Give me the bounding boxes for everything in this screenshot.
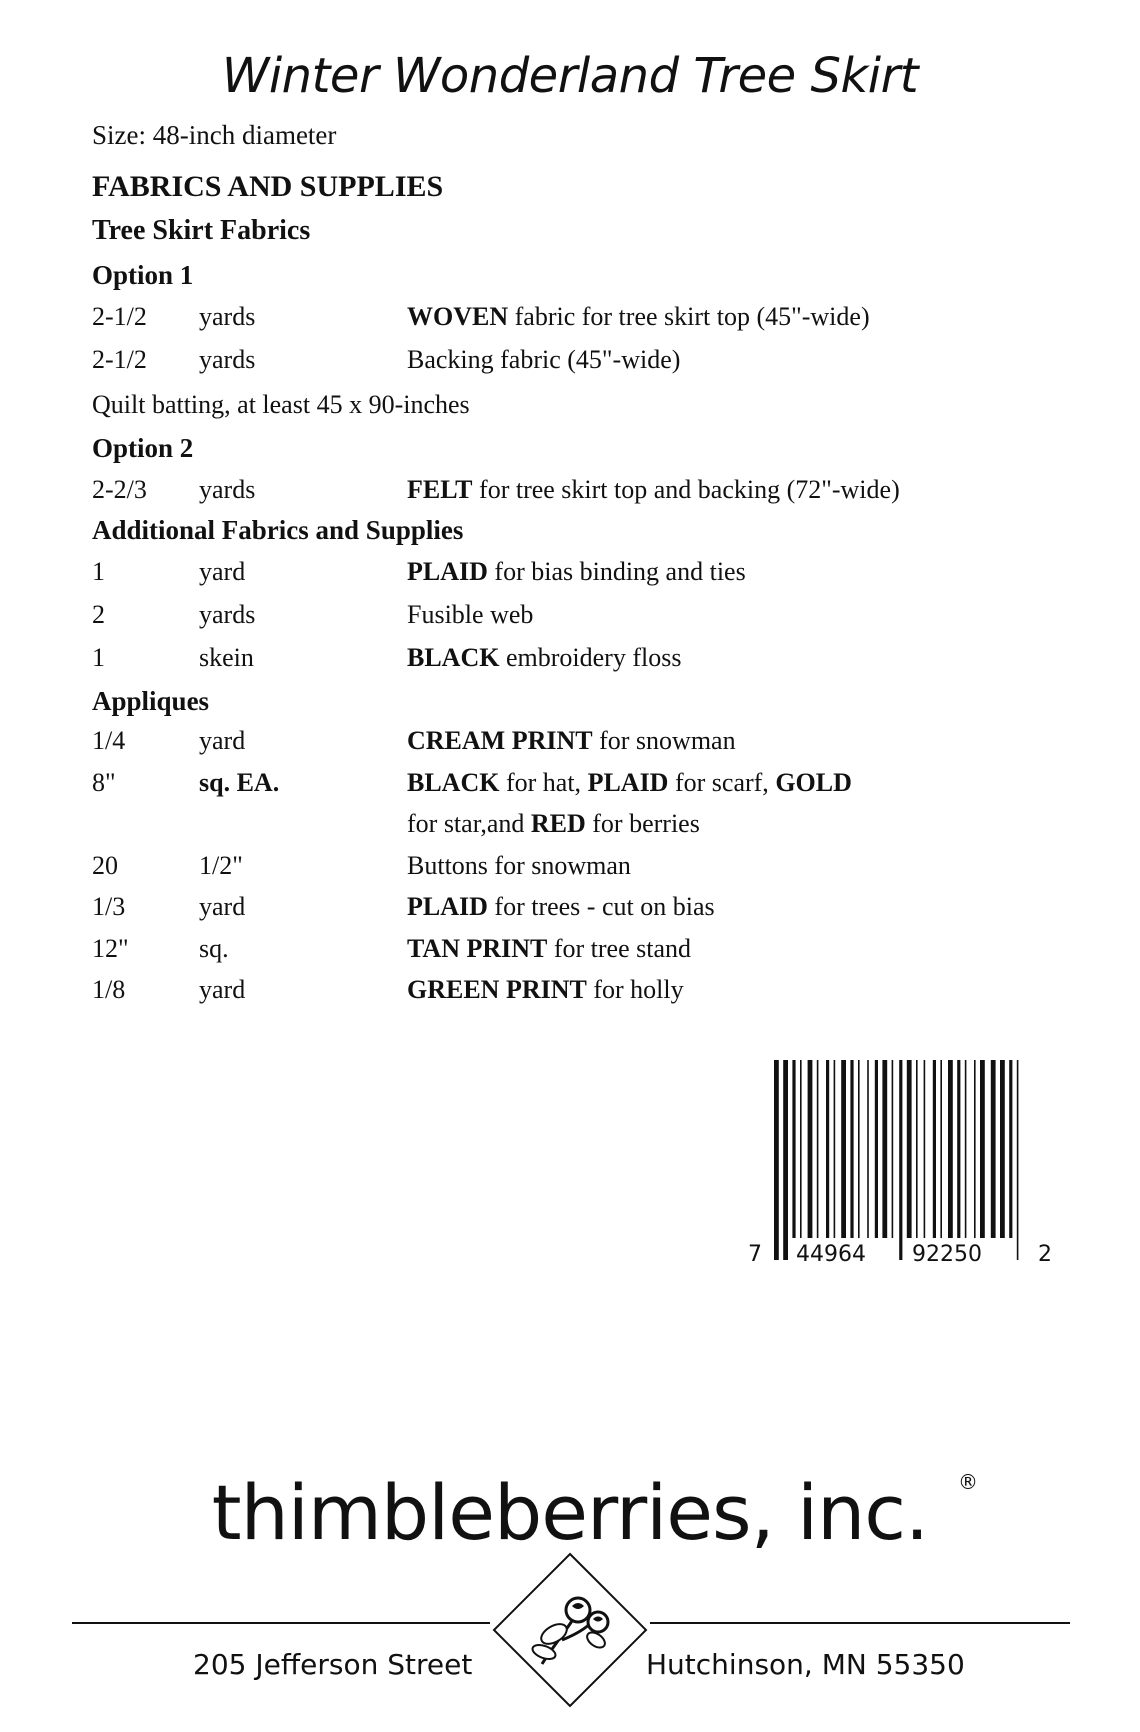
supply-unit: yard: [199, 892, 246, 921]
supply-description: Buttons for snowman: [407, 850, 631, 880]
barcode-bar: [1000, 1060, 1005, 1238]
supply-row: [92, 302, 1042, 338]
supply-row: [92, 345, 1042, 381]
company-logo: thimbleberries, inc.: [211, 1468, 929, 1557]
barcode-bar: [965, 1060, 967, 1238]
supply-quantity: 1/3: [92, 892, 126, 921]
supply-row: [92, 726, 1042, 762]
barcode-bar: [980, 1060, 985, 1238]
option1-heading: Option 1: [92, 260, 194, 290]
supply-unit: yards: [199, 345, 256, 374]
barcode-bar: [800, 1060, 802, 1238]
berry-emblem-icon: [492, 1552, 648, 1708]
supply-row: [92, 975, 1042, 1011]
barcode-bar: [940, 1060, 942, 1238]
barcode-bar: [792, 1060, 795, 1238]
supply-unit: yard: [199, 975, 246, 1004]
barcode-bar: [867, 1060, 869, 1238]
section-heading: FABRICS AND SUPPLIES: [92, 170, 444, 203]
supply-quantity: 2-1/2: [92, 345, 147, 374]
supply-quantity: 1/8: [92, 975, 126, 1004]
barcode-bar: [783, 1060, 788, 1260]
barcode-bar: [957, 1060, 960, 1238]
supply-quantity: 2-1/2: [92, 302, 147, 331]
barcode-bar: [882, 1060, 887, 1238]
supply-quantity: 8": [92, 767, 116, 797]
address-street: 205 Jefferson Street: [193, 1648, 473, 1681]
barcode-bar: [933, 1060, 936, 1238]
supply-description: WOVEN fabric for tree skirt top (45"-wide): [407, 302, 870, 331]
supply-description: FELT for tree skirt top and backing (72"-wide): [407, 475, 900, 504]
supply-unit: 1/2": [199, 850, 243, 880]
barcode-bar: [892, 1060, 894, 1238]
supply-description: CREAM PRINT for snowman: [407, 726, 736, 755]
supply-unit: yard: [199, 557, 246, 586]
appliques-heading: Appliques: [92, 686, 210, 716]
supply-row: [92, 600, 1042, 636]
barcode-bar: [808, 1060, 813, 1238]
supply-row: [92, 475, 1042, 511]
option2-heading: Option 2: [92, 433, 194, 463]
option1-note: Quilt batting, at least 45 x 90-inches: [92, 390, 470, 419]
supply-description: GREEN PRINT for holly: [407, 975, 684, 1004]
supply-unit: sq.: [199, 933, 229, 963]
barcode-bar: [948, 1060, 953, 1238]
tree-skirt-heading: Tree Skirt Fabrics: [92, 215, 311, 246]
barcode-bar: [774, 1060, 779, 1260]
supply-quantity: 1/4: [92, 726, 126, 755]
barcode-bar: [916, 1060, 918, 1238]
supply-quantity: 1: [92, 643, 105, 672]
barcode-bar: [875, 1060, 878, 1238]
supply-description: TAN PRINT for tree stand: [407, 933, 692, 963]
supply-unit: sq. EA.: [199, 767, 280, 797]
size-line: Size: 48-inch diameter: [92, 120, 337, 150]
barcode-bar: [899, 1060, 902, 1260]
supply-quantity: 2: [92, 600, 105, 629]
additional-heading: Additional Fabrics and Supplies: [92, 515, 464, 545]
supply-row: [92, 643, 1042, 679]
address-city: Hutchinson, MN 55350: [646, 1648, 965, 1681]
barcode-bar: [1009, 1060, 1012, 1238]
barcode-bar: [1017, 1060, 1019, 1260]
barcode-bar: [991, 1060, 996, 1238]
supply-row: [92, 768, 1042, 804]
supply-row: [92, 851, 1042, 887]
registered-mark: ®: [958, 1470, 978, 1494]
supply-row: [92, 892, 1042, 928]
supply-description: PLAID for trees - cut on bias: [407, 892, 715, 921]
barcode-left-digit: 7: [748, 1242, 762, 1267]
barcode-bar: [924, 1060, 926, 1238]
barcode-bar: [907, 1060, 912, 1238]
barcode-group-1: 44964: [796, 1242, 866, 1267]
supply-row: [92, 557, 1042, 593]
barcode-bar: [841, 1060, 846, 1238]
divider-right: [650, 1622, 1070, 1624]
barcode-group-2: 92250: [912, 1242, 982, 1267]
barcode-right-digit: 2: [1038, 1242, 1052, 1267]
supply-description: BLACK for hat, PLAID for scarf, GOLD: [407, 767, 852, 797]
supply-row: [92, 934, 1042, 970]
barcode: [770, 1060, 1028, 1270]
supply-description: PLAID for bias binding and ties: [407, 557, 746, 586]
supply-description: BLACK embroidery floss: [407, 643, 682, 672]
barcode-bar: [850, 1060, 853, 1238]
barcode-bar: [817, 1060, 819, 1238]
supply-description: for star,and RED for berries: [407, 809, 700, 838]
barcode-bar: [834, 1060, 836, 1238]
supply-description: Fusible web: [407, 600, 534, 629]
supply-quantity: 1: [92, 557, 105, 586]
supply-quantity: 12": [92, 933, 129, 963]
divider-left: [72, 1622, 490, 1624]
supply-quantity: 2-2/3: [92, 475, 147, 504]
supply-unit: yards: [199, 475, 256, 504]
barcode-bar: [826, 1060, 829, 1238]
barcode-bar: [858, 1060, 860, 1238]
supply-row: [92, 809, 1042, 845]
supply-unit: yards: [199, 302, 256, 331]
page-title: Winter Wonderland Tree Skirt: [221, 48, 919, 104]
supply-unit: yards: [199, 600, 256, 629]
supply-description: Backing fabric (45"-wide): [407, 345, 681, 374]
supply-unit: skein: [199, 643, 254, 672]
supply-unit: yard: [199, 726, 246, 755]
supply-quantity: 20: [92, 850, 118, 880]
barcode-bar: [974, 1060, 976, 1238]
